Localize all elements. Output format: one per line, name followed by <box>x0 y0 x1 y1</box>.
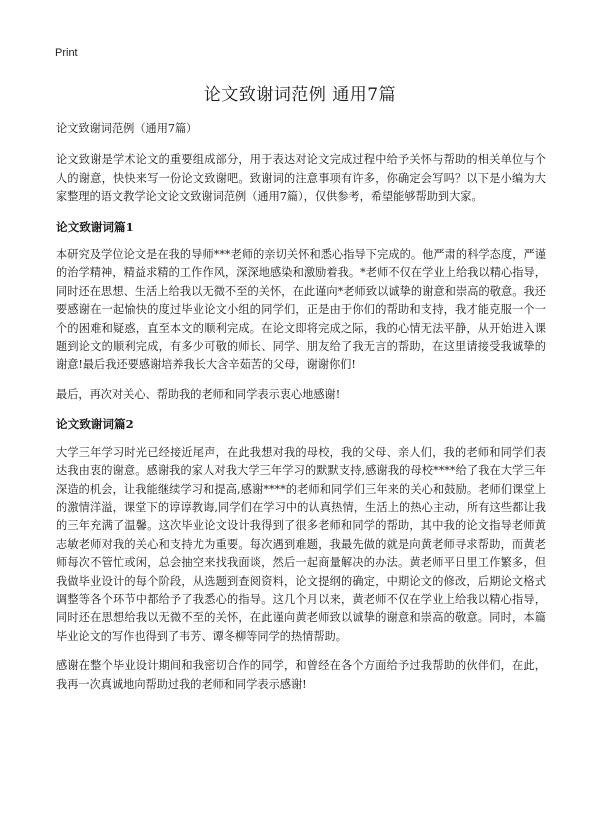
intro-paragraph: 论文致谢是学术论文的重要组成部分，用于表达对论文完成过程中给予关怀与帮助的相关单位与个人的谢意，快快来写一份论文致谢吧。致谢词的注意事项有许多，你确定会写吗？以下是小编为大家整理的语文教学论文论文致谢词范例（通用7篇），仅供参考，希望能够帮助到大家。 <box>56 153 546 204</box>
document-subtitle: 论文致谢词范例（通用7篇） <box>56 122 198 135</box>
print-link[interactable]: Print <box>55 47 78 59</box>
document-body <box>56 120 546 705</box>
section-2-paragraph-2: 感谢在整个毕业设计期间和我密切合作的同学，和曾经在各个方面给予过我帮助的伙伴们，在此，我再一次真诚地向帮助过我的老师和同学表示感谢! <box>56 659 546 691</box>
section-heading-2: 论文致谢词篇2 <box>56 417 134 432</box>
section-1-paragraph-2: 最后，再次对关心、帮助我的老师和同学表示衷心地感谢! <box>56 387 341 401</box>
section-heading-1: 论文致谢词篇1 <box>56 219 134 234</box>
section-2-paragraph-1: 大学三年学习时光已经接近尾声，在此我想对我的母校，我的父母、亲人们，我的老师和同学们表达我由衷的谢意。感谢我的家人对我大学三年学习的默默支持,感谢我的母校****给了我在大学三年深造的机会，让我能继续学习和提高,感谢****的老师和同学们三年来的关心和鼓励。老师们课堂上的激情洋溢，课堂下的谆谆教诲,同学们在学习中的认真热情，生活上的热心主动，所有这些都让我的三年充满了温馨。这次毕业论文设计我得到了很多老师和同学的帮助，其中我的论文指导老师黄志敏老师对我的关心和支持尤为重要。每次遇到难题，我最先做的就是向黄老师寻求帮助，而黄老师每次不管忙或闲，总会抽空来找我面谈，然后一起商量解决的办法。黄老师平日里工作繁多，但我做毕业设计的每个阶段，从选题到查阅资料，论文提纲的确定，中期论文的修改，后期论文格式调整等各个环节中都给予了我悉心的指导。这几个月以来，黄老师不仅在学业上给我以精心指导，同时还在思想给我以无微不至的关怀，在此谨向黄老师致以诚挚的谢意和崇高的敬意。同时，本篇毕业论文的写作也得到了韦芳、谭冬柳等同学的热情帮助。 <box>56 445 546 643</box>
section-1-paragraph-1: 本研究及学位论文是在我的导师***老师的亲切关怀和悉心指导下完成的。他严肃的科学态度，严谨的治学精神，精益求精的工作作风，深深地感染和激励着我。*老师不仅在学业上给我以精心指导，同时还在思想、生活上给我以无微不至的关怀，在此谨向*老师致以诚挚的谢意和崇高的敬意。我还要感谢在一起愉快的度过毕业论文小组的同学们，正是由于你们的帮助和支持，我才能克服一个一个的困难和疑惑，直至本文的顺利完成。在论文即将完成之际，我的心情无法平静，从开始进入课题到论文的顺利完成，有多少可敬的师长、同学、朋友给了我无言的帮助，在这里请接受我诚挚的谢意!最后我还要感谢培养我长大含辛茹苦的父母，谢谢你们! <box>56 248 546 372</box>
page-title: 论文致谢词范例 通用7篇 <box>203 85 397 105</box>
